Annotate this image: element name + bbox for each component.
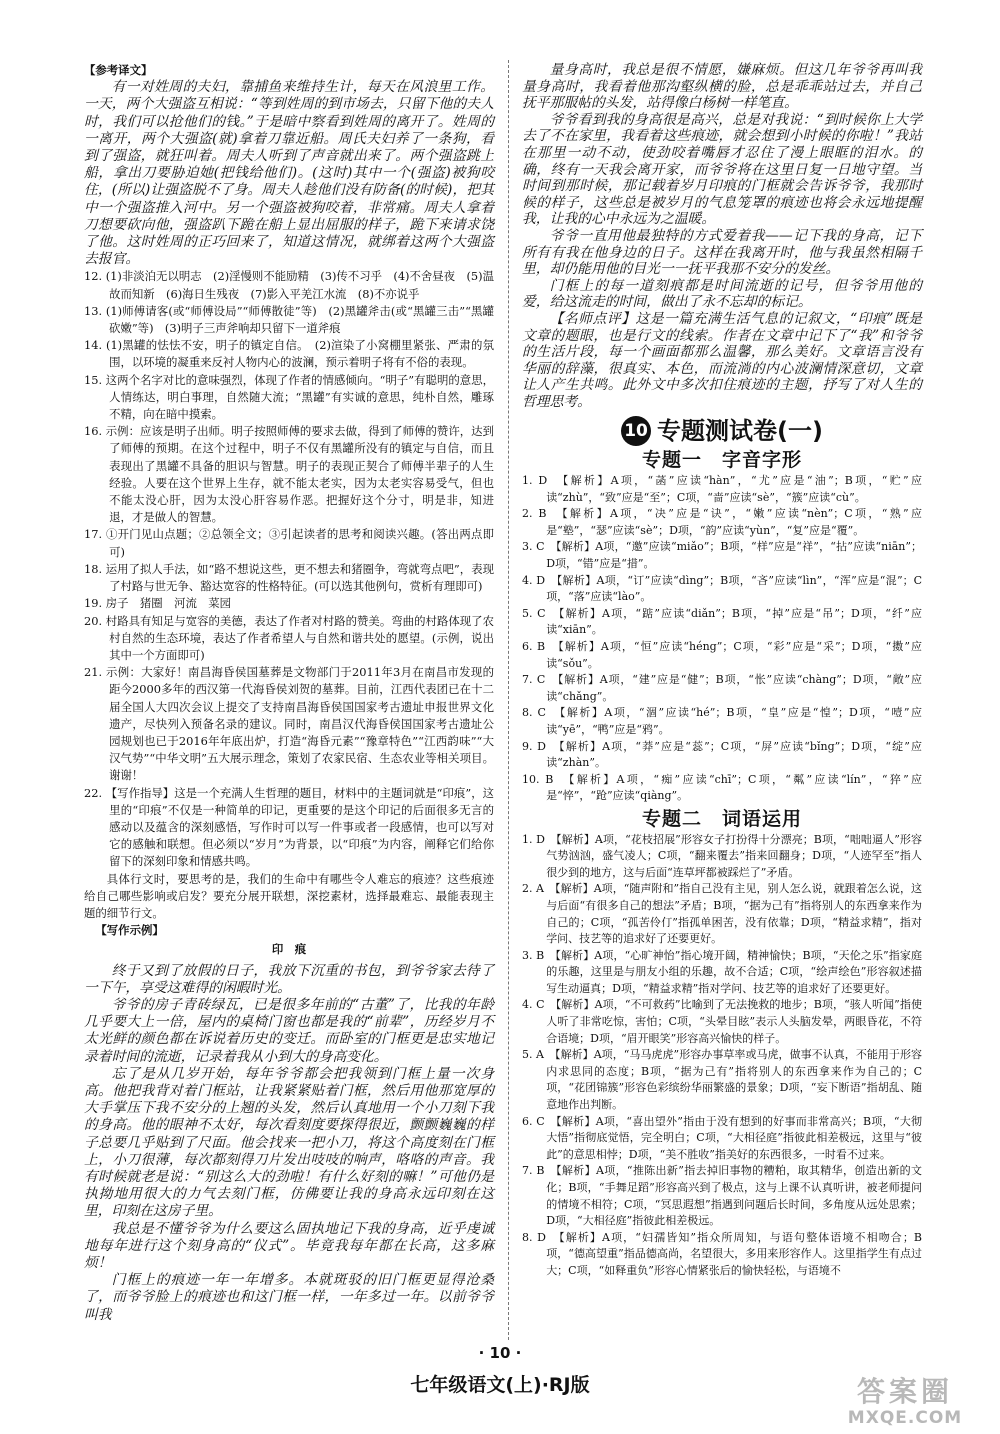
essay-paragraph: 门框上的每一道刻痕都是时间流逝的记号，但爷爷用他的爱，给这流走的时间，做出了永不忘却的标记。	[522, 277, 922, 311]
topic-two-answers	[522, 832, 922, 1280]
essay-paragraph: 爷爷看到我的身高很是高兴，总是对我说：“到时候你上大学去了不在家里，我看着这些痕迹，就会想到小时候的你啦！”我站在那里一动不动，使劲咬着嘴唇才忍住了漫上眼眶的泪水。的确，终有一天我会离开家，而爷爷将在这里日复一日地守望。当时间到那时候，那记载着岁月印痕的门框就会告诉爷爷，我那时候的样子，这些总是被岁月的气息笼罩的痕迹也将会永远地提醒我，让我的心中永远为之温暖。	[522, 111, 922, 228]
answer-item: 5. A 【解析】A项，“马马虎虎”形容办事草率或马虎，做事不认真，不能用于形容内求思同的态度；B项，“据为己有”指将别人的东西拿来作为自己的；C项，“花团锦簇”形容色彩缤纷华丽繁盛的景象；D项，“妄下断语”指胡乱、随意地作出判断。	[522, 1048, 922, 1112]
answer-item: 12. (1)非淡泊无以明志 (2)淫慢则不能励精 (3)传不习乎 (4)不舍昼夜 (5)温故而知新 (6)海日生残夜 (7)影入平羌江水流 (8)不亦说乎	[84, 269, 494, 301]
essay-paragraph: 【名师点评】这是一篇充满生活气息的记叙文，“印痕”既是文章的题眼，也是行文的线索。作者在文章中记下了“我”和爷爷的生活片段，每一个画面都那么温馨，那么美好。文章语言没有华丽的辞藻，很真实、本色，而流淌的内心波澜情深意切，文章让人产生共鸣。此外文中多次扣住痕迹的主题，抒写了对人生的哲理思考。	[522, 310, 922, 410]
answer-item: 2. A 【解析】A项，“随声附和”指自己没有主见，别人怎么说，就跟着怎么说，这与后面“有很多自己的想法”矛盾；B项，“据为己有”指将别人的东西拿来作为自己的；C项，“孤苦伶仃”指孤单困苦，没有依靠；D项，“精益求精”，指对学问、技艺等的追求好了还要更好。	[522, 882, 922, 946]
answer-item: 3. B 【解析】A项，“心旷神怡”指心境开阔，精神愉快；B项，“天伦之乐”指家庭的乐趣，这里是与朋友小组的乐趣，故不合适；C项，“绘声绘色”形容叙述描写生动逼真；D项，“精益求精”指对学问、技艺等的追求好了还要更好。	[522, 948, 922, 995]
essay-title: 印 痕	[271, 942, 307, 957]
test-title	[522, 416, 922, 446]
topic-one-answers	[522, 473, 922, 805]
answer-item: 14. (1)黑罐的怯怯不安，明子的镇定自信。 (2)渲染了小窝棚里紧张、严肃的氛围，以环境的凝重来反衬人物内心的波澜，预示着明子将有不俗的表现。	[84, 338, 494, 370]
answer-item: 4. C 【解析】A项，“不可救药”比喻到了无法挽救的地步；B项，“骇人听闻”指使人听了非常吃惊，害怕；C项，“头晕目眩”表示人头脑发晕，两眼昏花，不符合语境；D项，“眉开眼笑”形容高兴愉快的样子。	[522, 998, 922, 1045]
essay-paragraph: 终于又到了放假的日子，我放下沉重的书包，到爷爷家去待了一下午，享受这难得的闲暇时光。	[84, 962, 494, 996]
watermark-logo	[830, 1376, 980, 1432]
answer-item: 20. 村路具有知足与宽容的美德，表达了作者对村路的赞美。弯曲的村路体现了农村自然的生态环境，表达了作者希望人与自然和谐共处的愿望。(示例，说出其中一个方面即可)	[84, 613, 494, 662]
answer-item: 5. C 【解析】A项，“踮”应读“diǎn”；B项，“掉”应是“吊”；D项，“纤”应读“xiān”。	[522, 606, 922, 637]
answer-item: 4. D 【解析】A项，“订”应读“dìng”；B项，“吝”应读“lìn”，“浑”应是“混”；C项，“落”应读“lào”。	[522, 573, 922, 604]
answer-item: 6. B 【解析】A项，“恒”应读“héng”；C项，“彩”应是“采”；D项，“擞”应读“sǒu”。	[522, 640, 922, 670]
answer-item: 17. ①开门见山点题；②总领全文；③引起读者的思考和阅读兴趣。(答出两点即可)	[84, 527, 494, 559]
answer-item: 7. B 【解析】A项，“推陈出新”指去掉旧事物的糟粕，取其精华，创造出新的文化；B项，“手舞足蹈”形容高兴到了极点，这与上课不认真听讲，被老师提问的情境不相符；C项，“冥思遐想”指遇到问题后长时间，多角度从远处思索；D项，“大相径庭”指彼此相差极远。	[522, 1164, 922, 1228]
essay-body-left	[84, 963, 494, 1324]
answer-item: 7. C 【解析】A项，“建”应是“健”；B项，“怅”应读“chàng”；D项，“敞”应读“chǎng”。	[522, 673, 922, 703]
answer-item: 2. B 【解析】A项，“决”应是“诀”，“嫩”应读“nèn”；C项，“熟”应是“塾”，“瑟”应读“sè”；D项，“韵”应读“yùn”，“复”应是“覆”。	[522, 507, 922, 537]
answer-item: 1. D 【解析】A项，“花枝招展”形容女子打扮得十分漂亮；B项，“咄咄逼人”形容气势汹汹，盛气凌人；C项，“翻来覆去”指来回翻身；D项，“人迹罕至”指人很少到的地方，这与后面“连草坪都被踩烂了”矛盾。	[522, 832, 922, 879]
answer-item: 22. 【写作指导】这是一个充满人生哲理的题目，材料中的主题词就是“印痕”，这里的“印痕”不仅是一种简单的印记，更重要的是这个印记的后面很多无言的感动以及蕴含的深刻感悟，写作时可以写一件事或者一段感情，也可以写对它的感触和联想。但必须以“岁月”为背景，以“印痕”为内容，阐释它们给你留下的深刻印象和情感共鸣。	[84, 785, 494, 869]
answer-list-left	[84, 268, 494, 870]
answer-item: 3. C 【解析】A项，“邀”应读“miǎo”；B项，“样”应是“祥”，“拈”应读“niān”；D项，“错”应是“措”。	[522, 540, 922, 571]
answer-item: 10. B 【解析】A项，“痴”应读“chī”；C项，“粼”应读“lín”，“猝”应是“悴”，“跄”应读“qiàng”。	[522, 772, 922, 803]
column-divider	[508, 60, 509, 1340]
essay-paragraph: 爷爷一直用他最独特的方式爱着我——记下我的身高，记下所有有我在他身边的日子。这样在我离开时，他与我虽然相隔千里，却仍能用他的目光一一抚平我那不安分的发丝。	[522, 227, 922, 278]
right-column	[522, 62, 922, 1280]
topic-one-title: 专题一 字音字形	[641, 449, 802, 472]
answer-item: 6. C 【解析】A项，“喜出望外”指由于没有想到的好事而非常高兴；B项，“大彻大悟”指彻底觉悟，完全明白；C项，“大相径庭”指彼此相差极远，这里与“彼此”的意思相悖；D项，“美不胜收”指美好的东西很多，一时看不过来。	[522, 1114, 922, 1161]
answer-item: 21. 示例：大家好！南昌海昏侯国墓葬是文物部门于2011年3月在南昌市发现的距今2000多年的西汉第一代海昏侯刘贺的墓葬。目前，江西代表团已在十二届全国人大四次会议上提交了支持南昌海昏侯国国家考古遗址申报世界文化遗产，尽快列入预备名录的建议。同时，南昌汉代海昏侯国国家考古遗址公园规划也已于2016年年底出炉，打造“海昏元素”“豫章特色”“江西韵味”“大汉气势”“中华文明”五大展示理念，策划了农家民宿、生态农业等相关项目。谢谢！	[84, 665, 494, 783]
reference-translation-header: 【参考译文】	[84, 63, 153, 77]
test-title-text: 专题测试卷(一)	[657, 417, 823, 446]
test-number-badge: 10	[621, 416, 651, 446]
answer-item: 1. D 【解析】A项，“菡”应读“hàn”，“尤”应是“油”；B项，“贮”应读“zhù”，“致”应是“至”；C项，“啬”应读“sè”，“簇”应读“cù”。	[522, 474, 922, 504]
book-title: 七年级语文(上)·RJ版	[410, 1374, 590, 1396]
writing-example-header: 【写作示例】	[95, 923, 164, 938]
answer-item: 8. D 【解析】A项，“妇孺皆知”指众所周知，与语句整体语境不相吻合；B项，“德高望重”指品德高尚，名望很大，多用来形容作人。这里指学生有点过大；C项，“如释重负”形容心情紧张后的愉快轻松，与语境不	[522, 1230, 922, 1277]
essay-paragraph: 量身高时，我总是很不情愿，嫌麻烦。但这几年爷爷再叫我量身高时，我看着他那沟壑纵横的脸，总是乖乖站过去，并自己抚平那服帖的头发，站得像白杨树一样笔直。	[522, 62, 922, 112]
answer-item: 18. 运用了拟人手法，如“路不想说这些，更不想去和猪圈争，弯就弯点吧”，表现了村路与世无争、豁达宽容的性格特征。(可以选其他例句，赏析有理即可)	[84, 561, 494, 594]
answer-item: 8. C 【解析】A项，“涸”应读“hé”；B项，“皇”应是“惶”；D项，“噎”应读“yē”，“鸭”应是“鸦”。	[522, 706, 922, 736]
answer-item: 15. 这两个名字对比的意味强烈，体现了作者的情感倾向。“明子”有聪明的意思，人情练达，明白事理，自然随大流；“黑罐”有实诚的意思，纯朴自然，雕琢不精，向在暗中摸索。	[84, 372, 494, 422]
essay-paragraph: 门框上的痕迹一年一年增多。本就斑驳的旧门框更显得沧桑了，而爷爷脸上的痕迹也和这门框一样，一年多过一年。以前爷爷叫我	[84, 1272, 494, 1323]
writing-guidance-more: 具体行文时，要思考的是，我们的生命中有哪些令人难忘的痕迹？这些痕迹给自己哪些影响或启发？要充分展开联想，深挖素材，选择最难忘、最能表现主题的细节行文。	[84, 871, 494, 920]
answer-item: 13. (1)师傅请客(或“师傅设局”“师傅散徒”等) (2)黑罐斧击(或“黑罐三击”“黑罐砍嫩”等) (3)明子三声斧响却只留下一道斧痕	[84, 303, 494, 336]
answer-item: 19. 房子 猪圈 河流 菜园	[84, 596, 232, 611]
left-column	[84, 62, 494, 1324]
essay-paragraph: 忘了是从几岁开始，每年爷爷都会把我领到门框上量一次身高。他把我背对着门框站，让我紧紧贴着门框，然后用他那宽厚的大手掌压下我不安分的上翘的头发，然后认真地用一个小刀刻下我的身高。他的眼神不太好，每次看刻度要探得很近，颤颤巍巍的样子总要几乎贴到了尺面。他会找来一把小刀，将这个高度刻在门框上，小刀很薄，每次都刻得刀片发出吱吱的响声，咯咯的声音。我有时候就老是说：“别这么大的劲啦！有什么好刻的嘛！”可他仍是执拗地用很大的力气去刻门框，仿佛要让我的身高永远印刻在这里，印刻在这房子里。	[84, 1065, 494, 1220]
topic-two-title: 专题二 词语运用	[641, 807, 802, 830]
reference-translation-text: 有一对姓周的夫妇，靠捕鱼来维持生计，每天在风浪里工作。一天，两个大强盗互相说：“等到姓周的到市场去，只留下他的夫人时，我们可以抢他们的钱。”于是暗中察看到姓周的离开了。姓周的一离开，两个大强盗(就)拿着刀靠近船。周氏夫妇养了一条狗，看到了强盗，就狂叫着。周夫人听到了声音就出来了。两个强盗跳上船，拿出刀要胁迫她(把钱给他们)。(这时)其中一个(强盗)被狗咬住，(所以)让强盗脱不了身。周夫人趁他们没有防备(的时候)，把其中一个强盗推入河中。另一个强盗被狗咬着，非常痛。周夫人拿着刀想要砍向他，强盗趴下跪在船上显出屈服的样子，跪下来请求饶了他。这时姓周的正巧回来了，知道这情况，就绑着这两个大强盗去报官。	[84, 79, 494, 268]
answer-item: 16. 示例：应该是明子出师。明子按照师傅的要求去做，得到了师傅的赞许，达到了师傅的预期。在这个过程中，明子不仅有黑罐所没有的镇定与自信，而且表现出了黑罐不具备的胆识与智慧。明子的表现正契合了师傅半辈子的人生经验。人要在这个世界上生存，就不能太老实，因为太老实容易受气，但也不能太没心肝，因为太没心肝容易作恶。把握好这个分寸，明是非，知进退，才是做人的智慧。	[84, 424, 494, 525]
essay-paragraph: 爷爷的房子青砖绿瓦，已是很多年前的“古董”了，比我的年龄几乎要大上一倍，屋内的桌椅门窗也都是我的“前辈”，历经岁月不太光鲜的颜色都在诉说着历史的变迁。而卧室的门框更是忠实地记录着时间的流逝，记录着我从小到大的身高变化。	[84, 996, 494, 1065]
essay-body-right	[522, 62, 922, 410]
page-number: · 10 ·	[478, 1344, 522, 1362]
essay-paragraph: 我总是不懂爷爷为什么要这么固执地记下我的身高，近乎虔诚地每年进行这个刻身高的“仪式”。毕竟我每年都在长高，这多麻烦！	[84, 1220, 494, 1272]
answer-item: 9. D 【解析】A项，“莽”应是“蕊”；C项，“屏”应读“bǐng”；D项，“绽”应读“zhàn”。	[522, 739, 922, 770]
watermark-bottom-text: MXQE.COM	[847, 1408, 963, 1428]
watermark-top-text: 答案圈	[856, 1375, 953, 1408]
